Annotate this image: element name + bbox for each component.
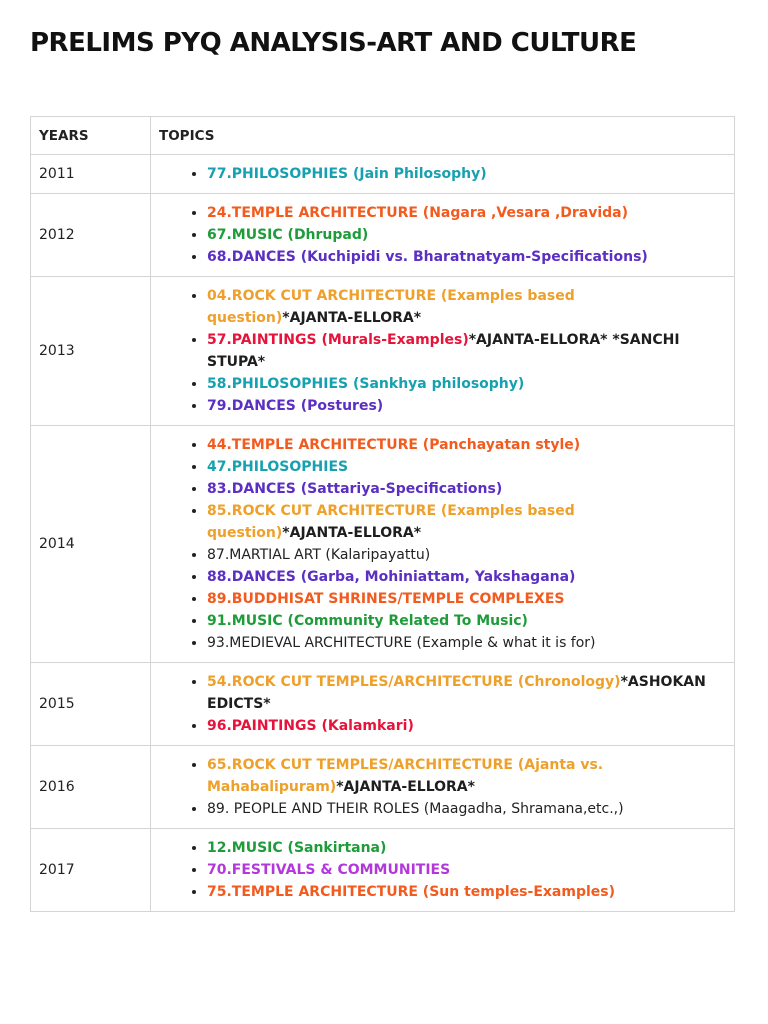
table-row [31,277,735,426]
table-header-row [31,117,735,155]
topics-cell [151,746,735,829]
year-cell: 2012 [31,194,151,277]
year-cell: 2014 [31,426,151,663]
topic-text: 67.MUSIC (Dhrupad) [207,227,369,243]
topic-text: 83.DANCES (Sattariya-Specifications) [207,481,503,497]
topic-text: 75.TEMPLE ARCHITECTURE (Sun temples-Examples) [207,884,616,900]
year-cell: 2016 [31,746,151,829]
topic-list [159,837,720,903]
topic-item [207,588,720,610]
topic-item [207,478,720,500]
topic-item [207,456,720,478]
topic-item [207,544,720,566]
table-row [31,426,735,663]
topic-item [207,754,720,798]
topics-cell [151,277,735,426]
topics-cell [151,426,735,663]
topic-text: 54.ROCK CUT TEMPLES/ARCHITECTURE (Chronology) [207,674,621,690]
topic-item [207,837,720,859]
topic-item [207,434,720,456]
topic-text: 87.MARTIAL ART (Kalaripayattu) [207,547,431,563]
year-cell: 2011 [31,155,151,194]
topic-text: 89.BUDDHISAT SHRINES/TEMPLE COMPLEXES [207,591,565,607]
topic-text: 89. PEOPLE AND THEIR ROLES (Maagadha, Shramana,etc.,) [207,801,624,817]
year-cell: 2015 [31,663,151,746]
topic-item [207,798,720,820]
topics-cell [151,155,735,194]
topic-text: 24.TEMPLE ARCHITECTURE (Nagara ,Vesara ,Dravida) [207,205,629,221]
topic-text: 47.PHILOSOPHIES [207,459,349,475]
topic-text: 70.FESTIVALS & COMMUNITIES [207,862,451,878]
topic-site-note: *AJANTA-ELLORA* *SANCHI STUPA* [207,332,680,370]
topics-cell [151,194,735,277]
topic-item [207,859,720,881]
topic-item [207,373,720,395]
topic-text: 65.ROCK CUT TEMPLES/ARCHITECTURE (Ajanta vs. Mahabalipuram) [207,757,604,795]
topic-item [207,500,720,544]
topic-text: 85.ROCK CUT ARCHITECTURE (Examples based question) [207,503,575,541]
table-body [31,155,735,912]
topic-text: 91.MUSIC (Community Related To Music) [207,613,528,629]
topic-site-note: *AJANTA-ELLORA* [282,525,422,541]
topic-item [207,566,720,588]
topic-list [159,671,720,737]
topic-item [207,202,720,224]
topic-item [207,632,720,654]
topic-list [159,754,720,820]
table-row [31,746,735,829]
topic-item [207,246,720,268]
page-title: PRELIMS PYQ ANALYSIS-ART AND CULTURE [30,28,637,58]
topic-text: 44.TEMPLE ARCHITECTURE (Panchayatan style) [207,437,581,453]
topic-item [207,610,720,632]
topic-list [159,285,720,417]
topic-text: 58.PHILOSOPHIES (Sankhya philosophy) [207,376,525,392]
topic-text: 68.DANCES (Kuchipidi vs. Bharatnatyam-Specifications) [207,249,648,265]
pyq-table [30,116,735,912]
topic-site-note: *ASHOKAN EDICTS* [207,674,706,712]
topic-text: 04.ROCK CUT ARCHITECTURE (Examples based question) [207,288,575,326]
topic-item [207,671,720,715]
topic-list [159,202,720,268]
table-row [31,829,735,912]
topic-text: 79.DANCES (Postures) [207,398,384,414]
topic-item [207,224,720,246]
table-row [31,194,735,277]
column-header-topics: TOPICS [151,117,735,155]
column-header-years: YEARS [31,117,151,155]
topic-item [207,715,720,737]
topic-site-note: *AJANTA-ELLORA* [336,779,475,795]
topic-item [207,881,720,903]
topic-item [207,163,720,185]
year-cell: 2013 [31,277,151,426]
topics-cell [151,663,735,746]
table-row [31,155,735,194]
topic-list [159,163,720,185]
topics-cell [151,829,735,912]
table-row [31,663,735,746]
topic-item [207,395,720,417]
topic-site-note: *AJANTA-ELLORA* [282,310,422,326]
topic-text: 12.MUSIC (Sankirtana) [207,840,387,856]
topic-item [207,329,720,373]
year-cell: 2017 [31,829,151,912]
topic-list [159,434,720,654]
topic-text: 93.MEDIEVAL ARCHITECTURE (Example & what it is for) [207,635,596,651]
topic-text: 96.PAINTINGS (Kalamkari) [207,718,414,734]
topic-text: 57.PAINTINGS (Murals-Examples) [207,332,469,348]
topic-text: 77.PHILOSOPHIES (Jain Philosophy) [207,166,487,182]
topic-text: 88.DANCES (Garba, Mohiniattam, Yakshagana) [207,569,576,585]
topic-item [207,285,720,329]
